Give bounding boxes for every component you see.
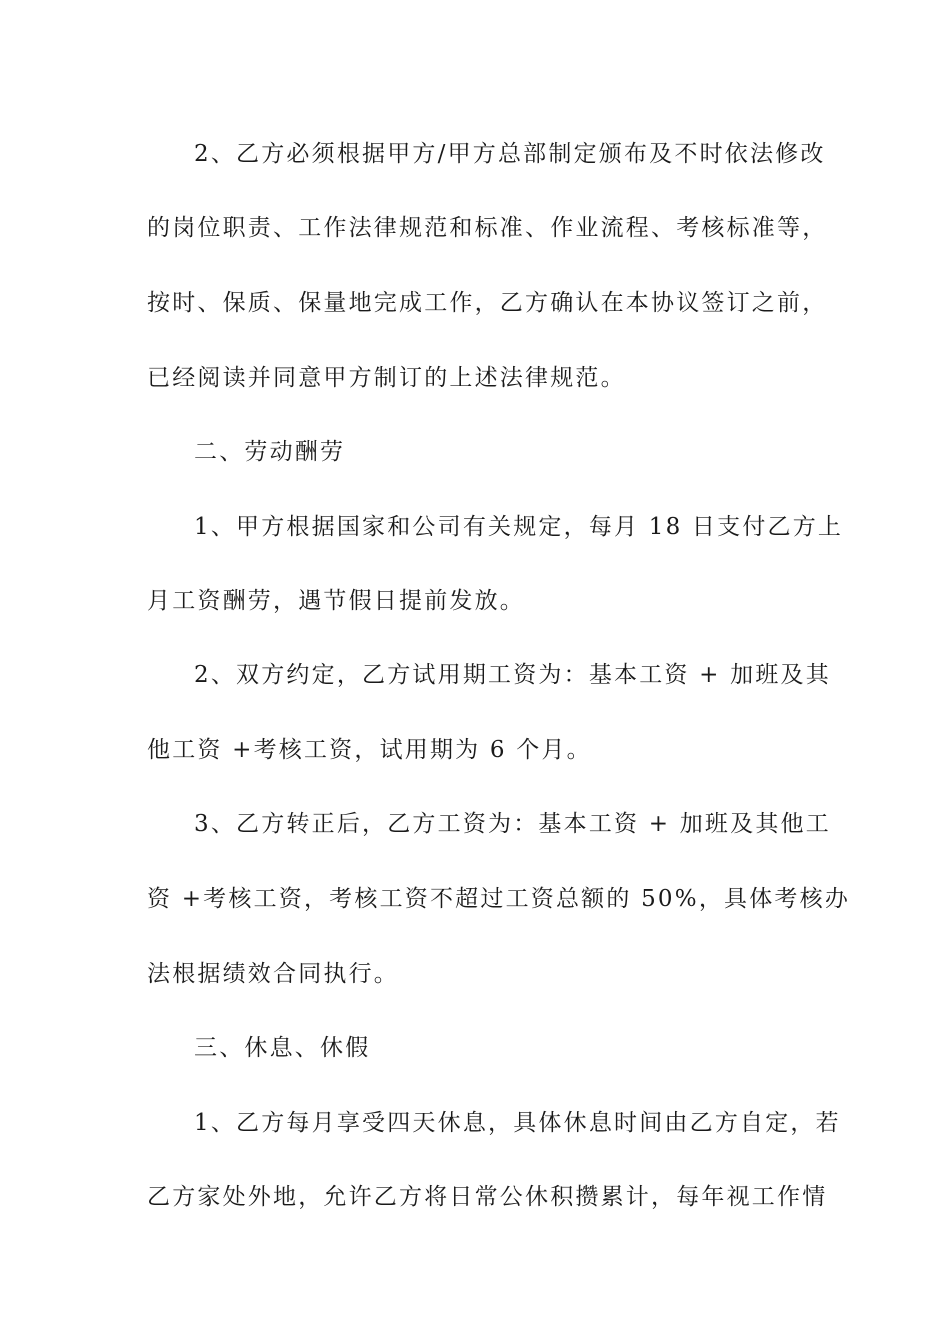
paragraph-line: 月工资酬劳，遇节假日提前发放。 bbox=[147, 588, 525, 614]
paragraph-line: 他工资 +考核工资，试用期为 6 个月。 bbox=[147, 737, 592, 763]
paragraph-line: 乙方家处外地，允许乙方将日常公休积攒累计，每年视工作情 bbox=[147, 1184, 828, 1210]
paragraph-line: 1、甲方根据国家和公司有关规定，每月 18 日支付乙方上 bbox=[194, 514, 844, 540]
paragraph-line: 3、乙方转正后，乙方工资为：基本工资 + 加班及其他工 bbox=[194, 811, 831, 837]
paragraph-line: 按时、保质、保量地完成工作，乙方确认在本协议签订之前， bbox=[147, 290, 828, 316]
paragraph-line: 法根据绩效合同执行。 bbox=[147, 961, 399, 987]
paragraph-line: 2、乙方必须根据甲方/甲方总部制定颁布及不时依法修改 bbox=[194, 141, 826, 167]
paragraph-line: 已经阅读并同意甲方制订的上述法律规范。 bbox=[147, 365, 626, 391]
paragraph-line: 2、双方约定，乙方试用期工资为：基本工资 + 加班及其 bbox=[194, 662, 831, 688]
paragraph-line: 1、乙方每月享受四天休息，具体休息时间由乙方自定，若 bbox=[194, 1110, 841, 1136]
section-heading: 二、劳动酬劳 bbox=[194, 439, 346, 465]
paragraph-line: 的岗位职责、工作法律规范和标准、作业流程、考核标准等， bbox=[147, 215, 828, 241]
paragraph-line: 资 +考核工资，考核工资不超过工资总额的 50%，具体考核办 bbox=[147, 886, 851, 912]
section-heading: 三、休息、休假 bbox=[194, 1035, 371, 1061]
